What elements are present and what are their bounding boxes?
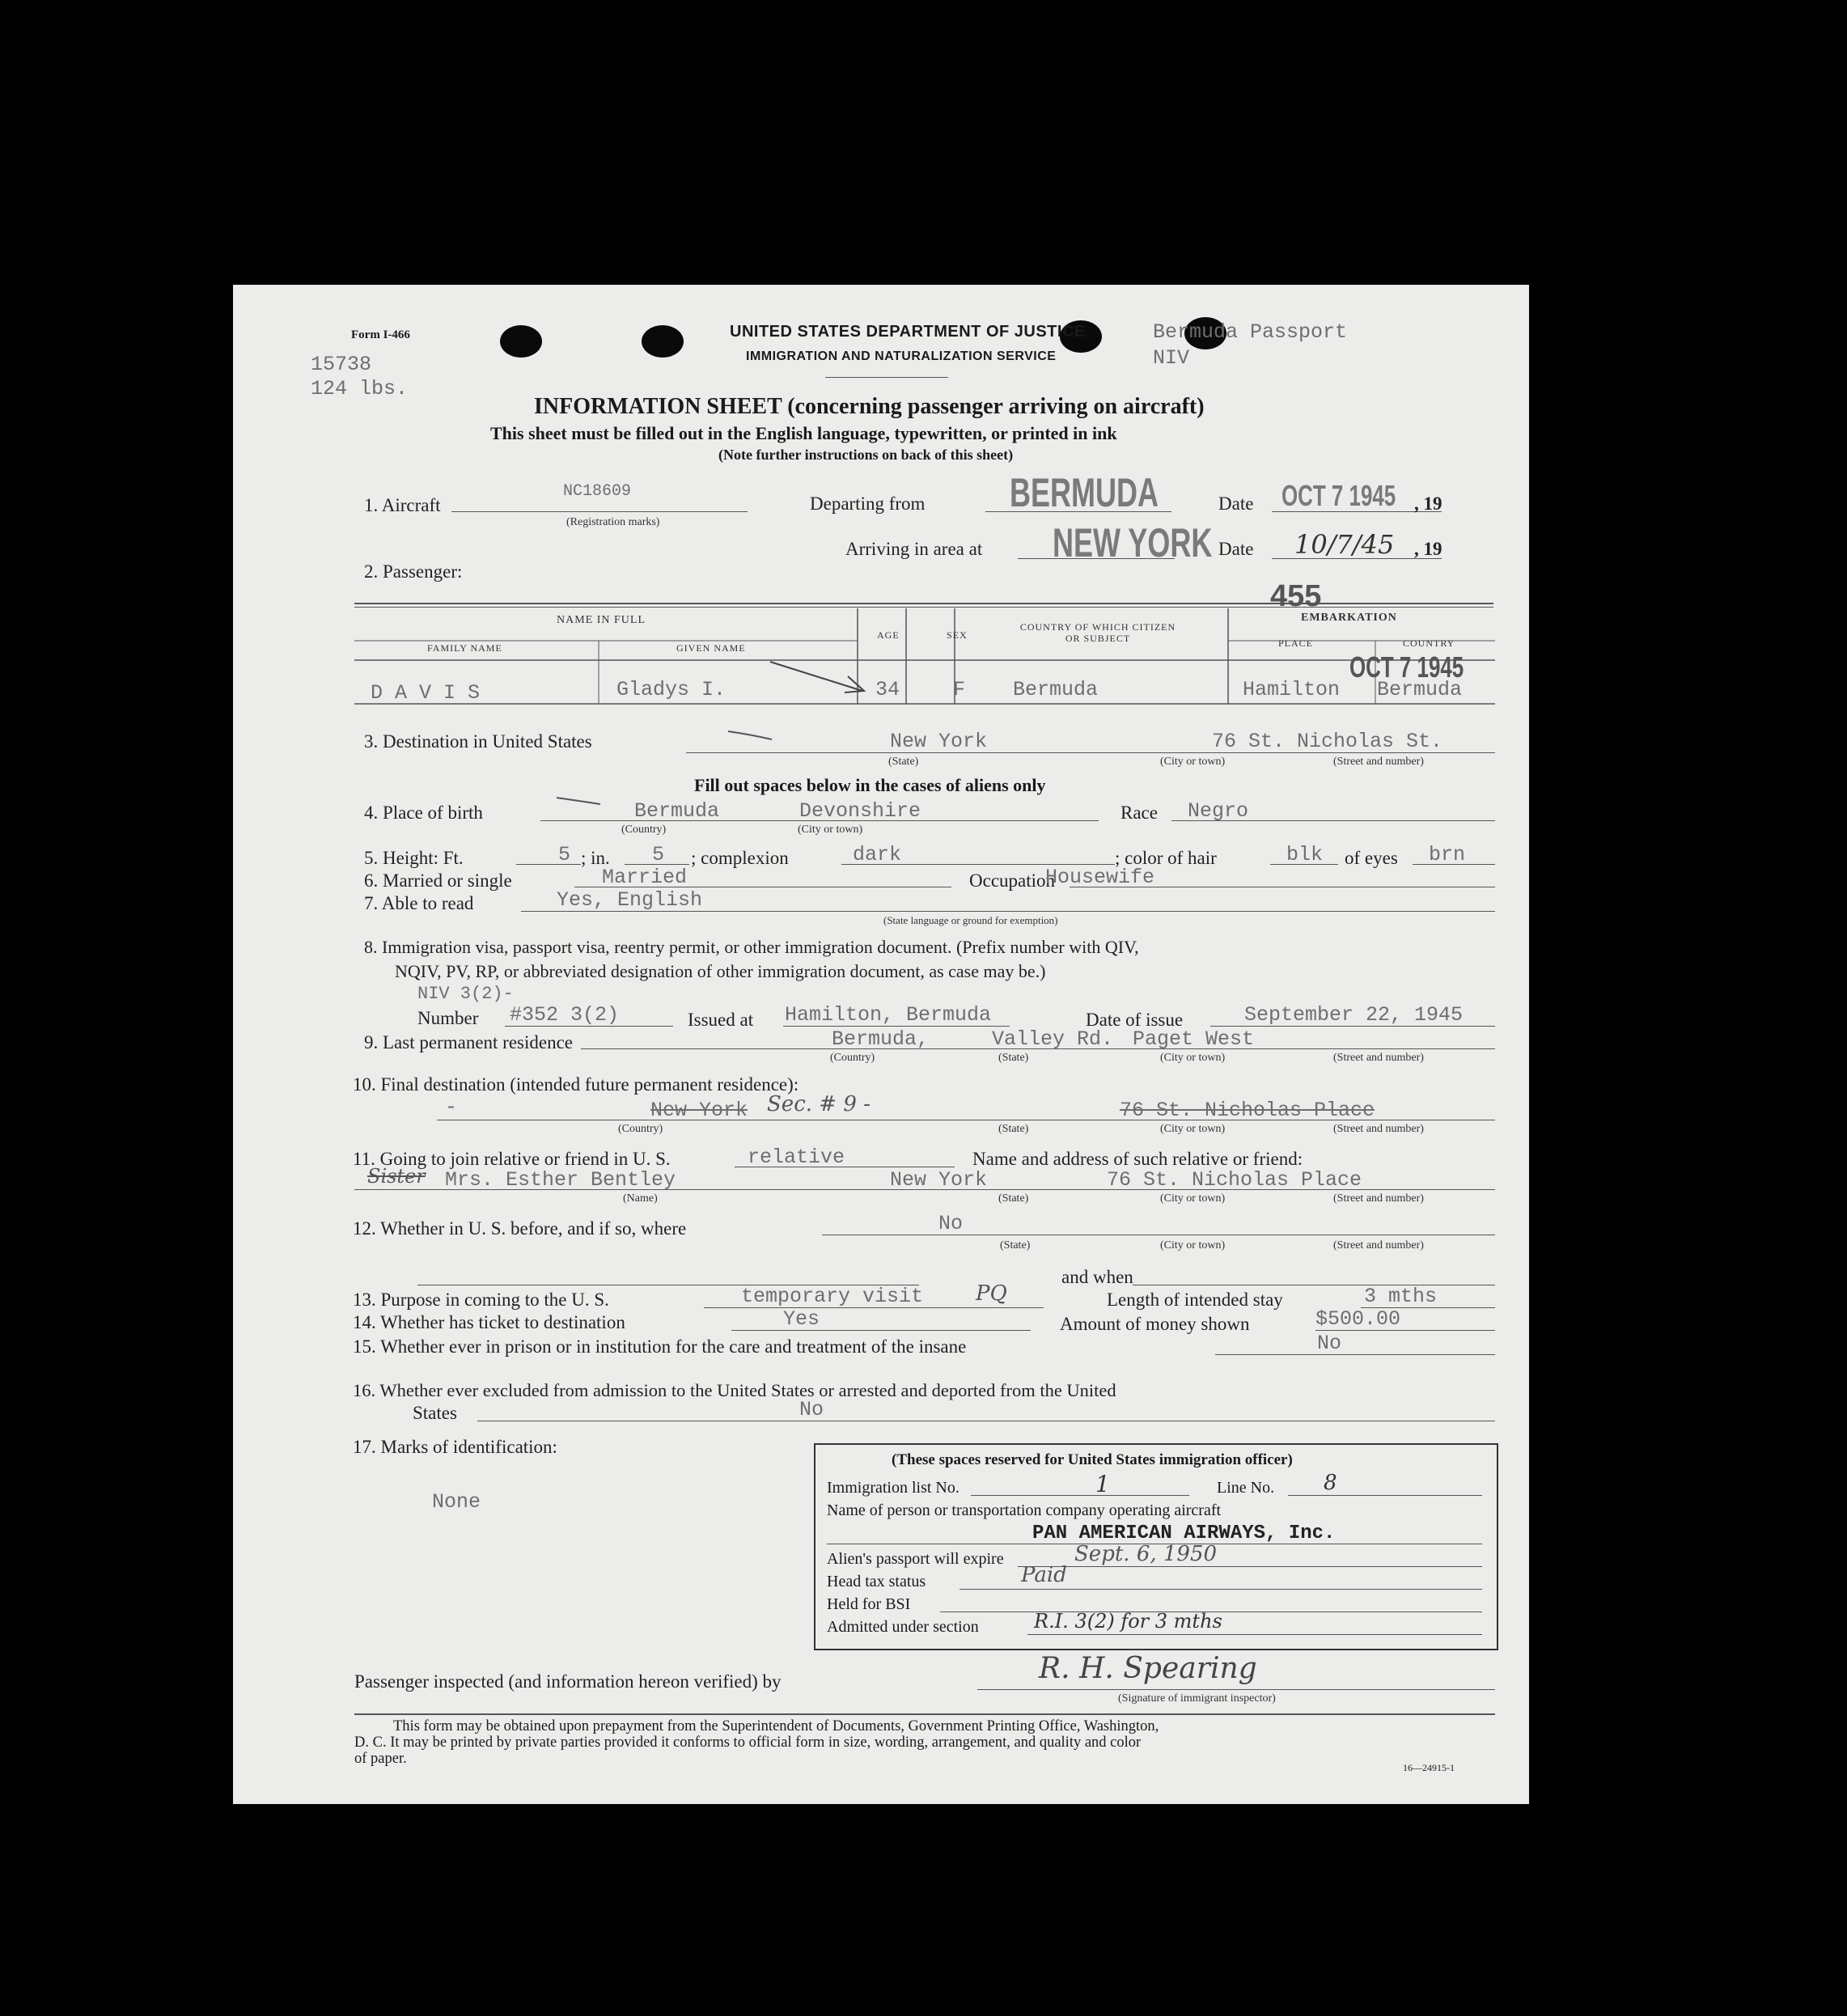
punch-hole: [642, 325, 684, 358]
caption-city: (City or town): [1160, 1123, 1226, 1135]
race-value: Negro: [1188, 799, 1249, 823]
purpose-label: 13. Purpose in coming to the U. S.: [353, 1290, 609, 1310]
issued-at-label: Issued at: [688, 1010, 754, 1030]
footer-rule: [354, 1713, 1495, 1715]
arrival-date-label: Date: [1218, 539, 1254, 559]
birth-country-value: Bermuda: [634, 799, 720, 823]
identification-value: None: [432, 1490, 481, 1514]
occupation-value: Housewife: [1045, 866, 1155, 889]
caption-state: (State): [998, 1052, 1029, 1064]
header-embarkation: EMBARKATION: [1301, 612, 1397, 624]
passport-note: Bermuda Passport: [1153, 320, 1348, 344]
caption-state: (State): [888, 756, 919, 768]
embarkation-country-value: Bermuda: [1377, 678, 1463, 701]
visa-annotation: NIV 3(2)-: [417, 984, 514, 1004]
agency-subtitle: IMMIGRATION AND NATURALIZATION SERVICE: [746, 349, 1057, 363]
height-ft-line: [516, 864, 581, 865]
citizen-country-value: Bermuda: [1013, 678, 1099, 701]
visa-number-value: #352 3(2): [510, 1003, 620, 1027]
prison-value: No: [1317, 1332, 1342, 1355]
caption-street: (Street and number): [1333, 1192, 1424, 1205]
complexion-label: ; complexion: [691, 848, 789, 868]
height-in-value: 5: [652, 843, 665, 866]
divider: [825, 377, 948, 378]
excluded-label-2: States: [413, 1403, 457, 1423]
header-sex: SEX: [947, 629, 968, 641]
caption-state: (State): [998, 1192, 1029, 1205]
aliens-only-heading: Fill out spaces below in the cases of aliens only: [694, 775, 1046, 795]
form-number: Form I-466: [351, 328, 410, 341]
issue-date-value: September 22, 1945: [1244, 1003, 1464, 1027]
eyes-value: brn: [1429, 843, 1466, 866]
final-destination-dash: -: [445, 1095, 458, 1119]
footer-line-2: D. C. It may be printed by private parties provided it conforms to official form in size, wording, arrangement, and quality and color: [354, 1734, 1142, 1751]
read-label: 7. Able to read: [364, 893, 474, 913]
header-country: COUNTRY: [1403, 637, 1455, 649]
stay-label: Length of intended stay: [1107, 1290, 1283, 1310]
ticket-label: 14. Whether has ticket to destination: [353, 1312, 625, 1332]
information-sheet: [233, 285, 1529, 1804]
caption-country: (Country): [621, 824, 667, 836]
given-name-value: Gladys I.: [616, 678, 727, 701]
signature-line: [977, 1689, 1495, 1690]
passport-expire-line: [1018, 1566, 1482, 1567]
dash-mark: [555, 794, 604, 811]
line-number-line: [1288, 1495, 1482, 1496]
embarkation-date-stamp: OCT 7 1945: [1349, 650, 1464, 684]
weight-note: 124 lbs.: [311, 377, 409, 400]
issued-at-value: Hamilton, Bermuda: [785, 1003, 992, 1027]
departing-label: Departing from: [810, 493, 926, 514]
officer-box-title: (These spaces reserved for United States immigration officer): [892, 1451, 1293, 1468]
arrival-year-suffix: , 19: [1414, 539, 1442, 559]
passenger-number: 455: [1270, 579, 1322, 613]
header-name-in-full: NAME IN FULL: [557, 614, 646, 626]
caption-state: (State): [1000, 1239, 1031, 1252]
height-label: 5. Height: Ft.: [364, 848, 464, 868]
money-value: $500.00: [1315, 1307, 1401, 1331]
list-number-label: Immigration list No.: [827, 1479, 960, 1497]
previous-visit-label: 12. Whether in U. S. before, and if so, where: [353, 1218, 687, 1239]
bsi-label: Held for BSI: [827, 1595, 911, 1613]
caption-city: (City or town): [1160, 1052, 1226, 1064]
eyes-label: of eyes: [1345, 848, 1398, 868]
caption-city: (City or town): [1160, 1239, 1226, 1252]
relative-state-value: New York: [890, 1168, 988, 1192]
section-value: R.I. 3(2) for 3 mths: [1034, 1610, 1222, 1633]
agency-title: UNITED STATES DEPARTMENT OF JUSTICE: [730, 323, 1086, 341]
destination-street-value: 76 St. Nicholas St.: [1212, 730, 1443, 753]
residence-country-value: Bermuda,: [832, 1027, 930, 1051]
officer-reserved-box: [814, 1443, 1498, 1650]
list-number-line: [971, 1495, 1189, 1496]
arriving-label: Arriving in area at: [845, 539, 983, 559]
relative-name-value: Mrs. Esther Bentley: [445, 1168, 676, 1192]
visa-label-2: NQIV, PV, RP, or abbreviated designation of other immigration document, as case may be.): [395, 961, 1046, 981]
stay-value: 3 mths: [1364, 1285, 1438, 1308]
aircraft-line: [451, 511, 748, 512]
purpose-handwriting: PQ: [976, 1281, 1007, 1306]
relative-name-label: Name and address of such relative or friend:: [972, 1149, 1303, 1169]
header-age: AGE: [877, 629, 900, 641]
head-tax-line: [960, 1589, 1482, 1590]
caption-street: (Street and number): [1333, 1239, 1424, 1252]
destination-label: 3. Destination in United States: [364, 731, 592, 752]
arrival-date-value: 10/7/45: [1294, 529, 1395, 560]
caption-city: (City or town): [798, 824, 863, 836]
section-line: [1027, 1634, 1482, 1635]
birth-city-value: Devonshire: [799, 799, 921, 823]
head-tax-value: Paid: [1021, 1563, 1067, 1587]
registration-caption: (Registration marks): [566, 516, 660, 528]
header-family-name: FAMILY NAME: [427, 642, 502, 654]
caption-street: (Street and number): [1333, 1123, 1424, 1135]
purpose-value: temporary visit: [741, 1285, 924, 1308]
footer-line-1: This form may be obtained upon prepayment from the Superintendent of Documents, Government Printing Office, Washington,: [393, 1718, 1159, 1734]
residence-city-value: Paget West: [1133, 1027, 1255, 1051]
pen-arrow-mark: [767, 659, 872, 699]
niv-note: NIV: [1153, 346, 1190, 370]
married-value: Married: [602, 866, 688, 889]
sheet-note: (Note further instructions on back of this sheet): [718, 447, 1014, 463]
visa-number-label: Number: [417, 1008, 479, 1028]
signature-caption: (Signature of immigrant inspector): [1118, 1692, 1276, 1705]
operator-label: Name of person or transportation company operating aircraft: [827, 1501, 1222, 1519]
sheet-instructions: This sheet must be filled out in the English language, typewritten, or printed in ink: [490, 423, 1117, 443]
final-destination-state: New York: [650, 1099, 748, 1122]
ticket-value: Yes: [783, 1307, 820, 1331]
relative-street-value: 76 St. Nicholas Place: [1107, 1168, 1362, 1192]
operator-value: PAN AMERICAN AIRWAYS, Inc.: [1032, 1523, 1336, 1544]
serial-number: 15738: [311, 353, 372, 376]
prison-label: 15. Whether ever in prison or in institution for the care and treatment of the insane: [353, 1336, 967, 1357]
age-value: 34: [875, 678, 900, 701]
head-tax-label: Head tax status: [827, 1573, 926, 1590]
passport-expire-label: Alien's passport will expire: [827, 1550, 1004, 1568]
when-label: and when: [1061, 1267, 1133, 1287]
excluded-value: No: [799, 1398, 824, 1421]
aircraft-label: 1. Aircraft: [364, 495, 441, 515]
visa-label: 8. Immigration visa, passport visa, reentry permit, or other immigration document. (Prefix number with QIV,: [364, 937, 1139, 957]
prison-line: [1215, 1354, 1495, 1355]
complexion-value: dark: [853, 843, 902, 866]
caption-country: (Country): [618, 1123, 663, 1135]
caption-street: (Street and number): [1333, 1052, 1424, 1064]
dash-mark: [727, 728, 775, 744]
caption-state: (State): [998, 1123, 1029, 1135]
caption-country: (Country): [830, 1052, 875, 1064]
hair-label: ; color of hair: [1115, 848, 1217, 868]
final-destination-street: 76 St. Nicholas Place: [1120, 1099, 1375, 1122]
list-number-value: 1: [1095, 1471, 1110, 1497]
identification-label: 17. Marks of identification:: [353, 1437, 557, 1457]
caption-street: (Street and number): [1333, 756, 1424, 768]
punch-hole: [500, 325, 542, 358]
excluded-label: 16. Whether ever excluded from admission to the United States or arrested and deported from the United: [353, 1380, 1116, 1400]
occupation-label: Occupation: [969, 870, 1056, 891]
section-label: Admitted under section: [827, 1618, 979, 1636]
read-caption: (State language or ground for exemption): [883, 914, 1058, 926]
line-number-value: 8: [1324, 1471, 1337, 1495]
table-top-rule-2: [354, 607, 1493, 608]
footer-line-3: of paper.: [354, 1751, 407, 1767]
issue-date-label: Date of issue: [1086, 1010, 1184, 1030]
final-destination-handwriting: Sec. # 9 -: [767, 1092, 871, 1116]
residence-label: 9. Last permanent residence: [364, 1032, 573, 1052]
date-label: Date: [1218, 493, 1254, 514]
form-print-code: 16—24915-1: [1403, 1762, 1455, 1773]
year-suffix: , 19: [1414, 493, 1442, 514]
residence-state-value: Valley Rd.: [992, 1027, 1114, 1051]
header-country-citizen: COUNTRY OF WHICH CITIZEN OR SUBJECT: [1019, 621, 1176, 644]
married-label: 6. Married or single: [364, 870, 512, 891]
money-label: Amount of money shown: [1060, 1314, 1250, 1334]
join-relative-value: relative: [748, 1146, 845, 1169]
hair-value: blk: [1286, 843, 1324, 866]
destination-state-value: New York: [890, 730, 988, 753]
relative-handwriting: Sister: [367, 1165, 426, 1188]
height-ft-value: 5: [558, 843, 571, 866]
caption-city: (City or town): [1160, 1192, 1226, 1205]
inspector-signature: R. H. Spearing: [1039, 1652, 1257, 1685]
passport-expire-value: Sept. 6, 1950: [1074, 1542, 1218, 1566]
caption-name: (Name): [623, 1192, 658, 1205]
sheet-title: INFORMATION SHEET (concerning passenger arriving on aircraft): [534, 394, 1205, 419]
passenger-label: 2. Passenger:: [364, 561, 463, 582]
table-top-rule: [354, 603, 1493, 604]
birthplace-label: 4. Place of birth: [364, 803, 483, 823]
arriving-stamp: NEW YORK: [1053, 520, 1213, 565]
previous-visit-value: No: [938, 1212, 964, 1235]
race-label: Race: [1120, 803, 1158, 823]
read-value: Yes, English: [557, 888, 703, 912]
join-relative-label: 11. Going to join relative or friend in U. S.: [353, 1149, 671, 1169]
header-place: PLACE: [1278, 637, 1314, 649]
final-destination-label: 10. Final destination (intended future permanent residence):: [353, 1074, 799, 1095]
line-number-label: Line No.: [1217, 1479, 1275, 1497]
aircraft-value: NC18609: [563, 482, 632, 501]
header-given-name: GIVEN NAME: [676, 642, 746, 654]
departure-date-stamp: OCT 7 1945: [1281, 479, 1396, 512]
height-in-label: ; in.: [581, 848, 610, 868]
caption-city: (City or town): [1160, 756, 1226, 768]
inspection-label: Passenger inspected (and information hereon verified) by: [354, 1671, 782, 1692]
ticket-line: [731, 1330, 1031, 1331]
sex-value: F: [953, 678, 966, 701]
departing-stamp: BERMUDA: [1010, 470, 1159, 515]
family-name-value: D A V I S: [371, 681, 481, 705]
embarkation-place-value: Hamilton: [1243, 678, 1341, 701]
